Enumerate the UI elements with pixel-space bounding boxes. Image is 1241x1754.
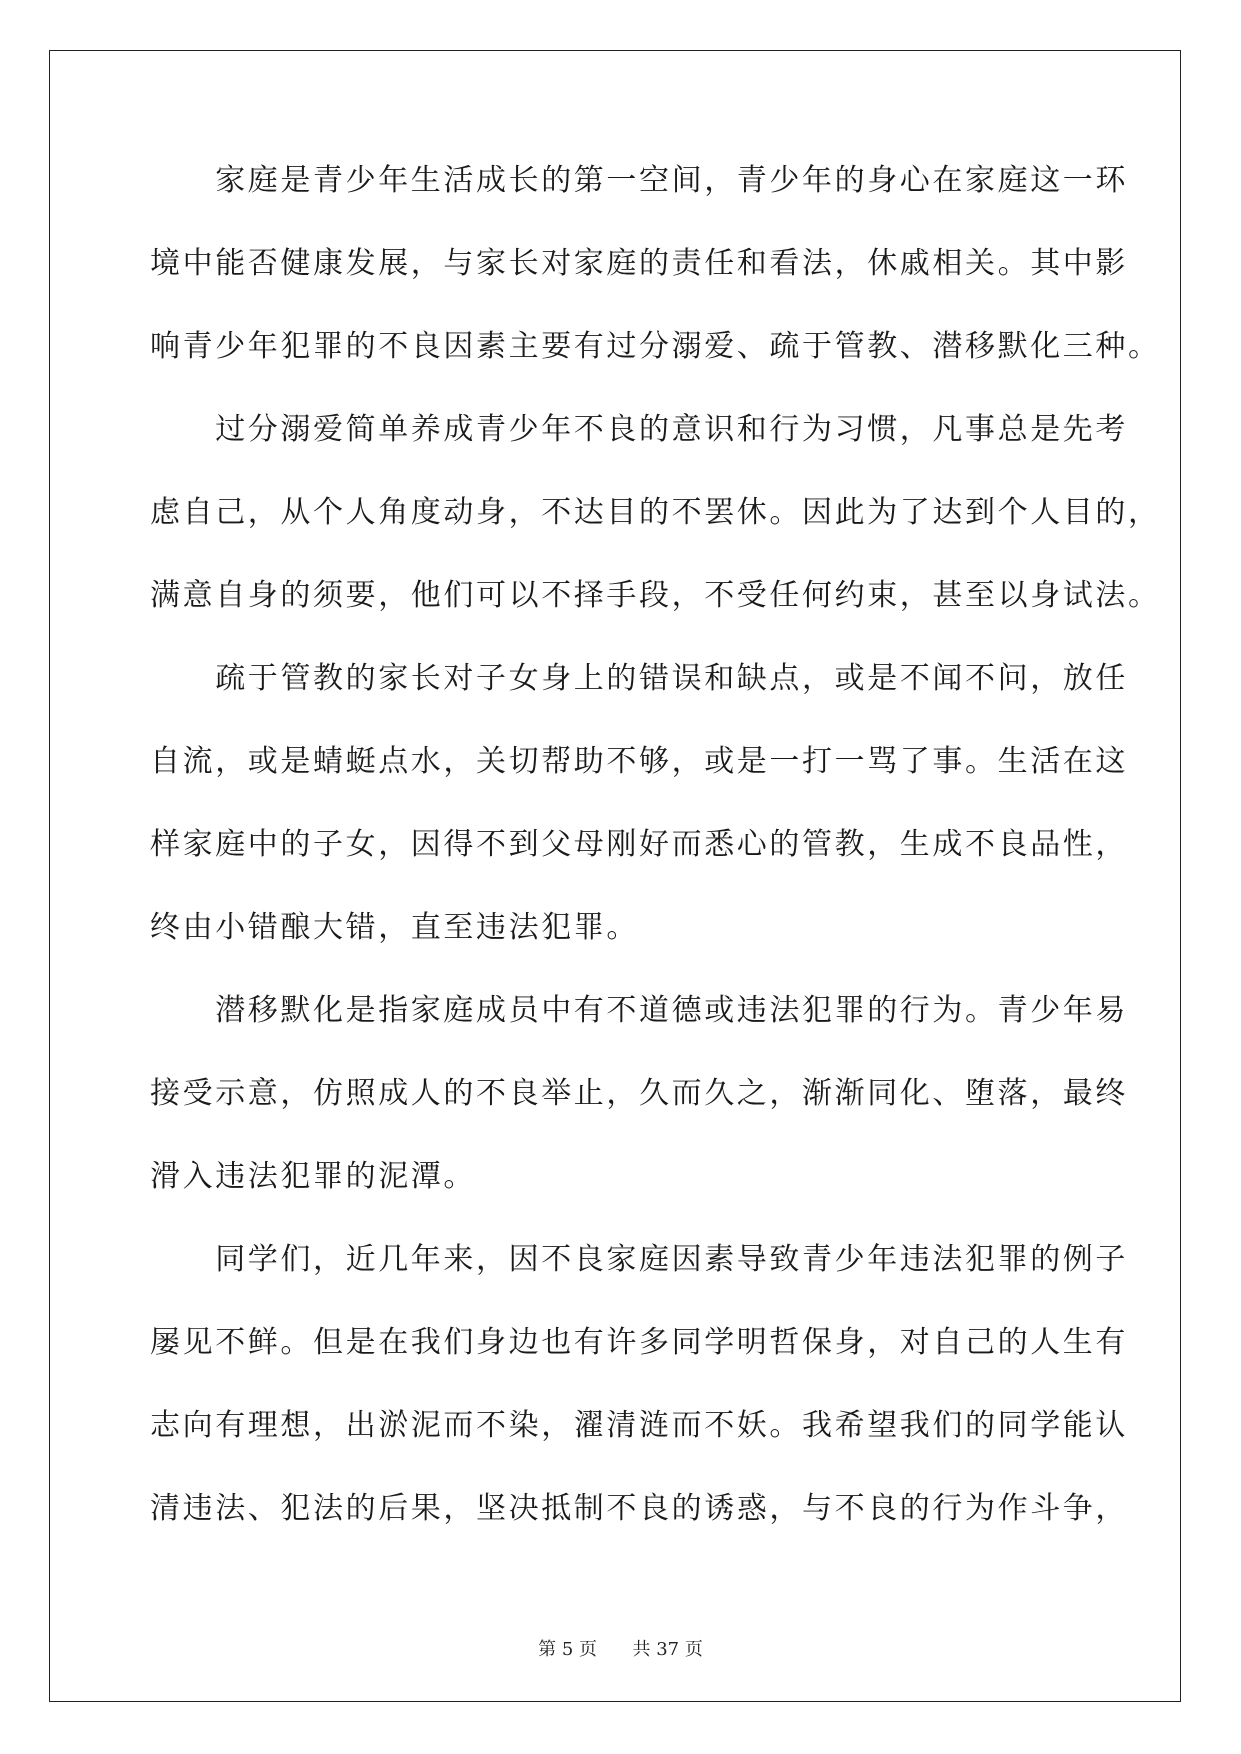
text-line: 满意自身的须要，他们可以不择手段，不受任何约束，甚至以身试法。 (150, 578, 1161, 613)
text-line: 终由小错酿大错，直至违法犯罪。 (150, 910, 639, 945)
text-line: 响青少年犯罪的不良因素主要有过分溺爱、疏于管教、潜移默化三种。 (150, 329, 1161, 364)
text-line: 样家庭中的子女，因得不到父母刚好而悉心的管教，生成不良品性， (150, 827, 1128, 862)
text-line: 屡见不鲜。但是在我们身边也有许多同学明哲保身，对自己的人生有 (150, 1325, 1128, 1360)
text-line: 过分溺爱简单养成青少年不良的意识和行为习惯，凡事总是先考 (150, 412, 1128, 447)
text-line: 滑入违法犯罪的泥潭。 (150, 1159, 476, 1194)
text-line: 境中能否健康发展，与家长对家庭的责任和看法，休戚相关。其中影 (150, 246, 1128, 281)
text-line: 潜移默化是指家庭成员中有不道德或违法犯罪的行为。青少年易 (150, 993, 1128, 1028)
text-line: 接受示意，仿照成人的不良举止，久而久之，渐渐同化、堕落，最终 (150, 1076, 1128, 1111)
page-number: 第 5 页 (538, 1639, 598, 1660)
text-line: 志向有理想，出淤泥而不染，濯清涟而不妖。我希望我们的同学能认 (150, 1408, 1128, 1443)
text-line: 清违法、犯法的后果，坚决抵制不良的诱惑，与不良的行为作斗争， (150, 1491, 1128, 1526)
text-line: 同学们，近几年来，因不良家庭因素导致青少年违法犯罪的例子 (150, 1242, 1128, 1277)
page-total: 共 37 页 (632, 1639, 703, 1660)
page-footer (0, 1638, 1241, 1662)
text-line: 家庭是青少年生活成长的第一空间，青少年的身心在家庭这一环 (150, 163, 1128, 198)
text-line: 虑自己，从个人角度动身，不达目的不罢休。因此为了达到个人目的， (150, 495, 1161, 530)
document-body (150, 160, 1161, 1530)
text-line: 疏于管教的家长对子女身上的错误和缺点，或是不闻不问，放任 (150, 661, 1128, 696)
text-line: 自流，或是蜻蜓点水，关切帮助不够，或是一打一骂了事。生活在这 (150, 744, 1128, 779)
